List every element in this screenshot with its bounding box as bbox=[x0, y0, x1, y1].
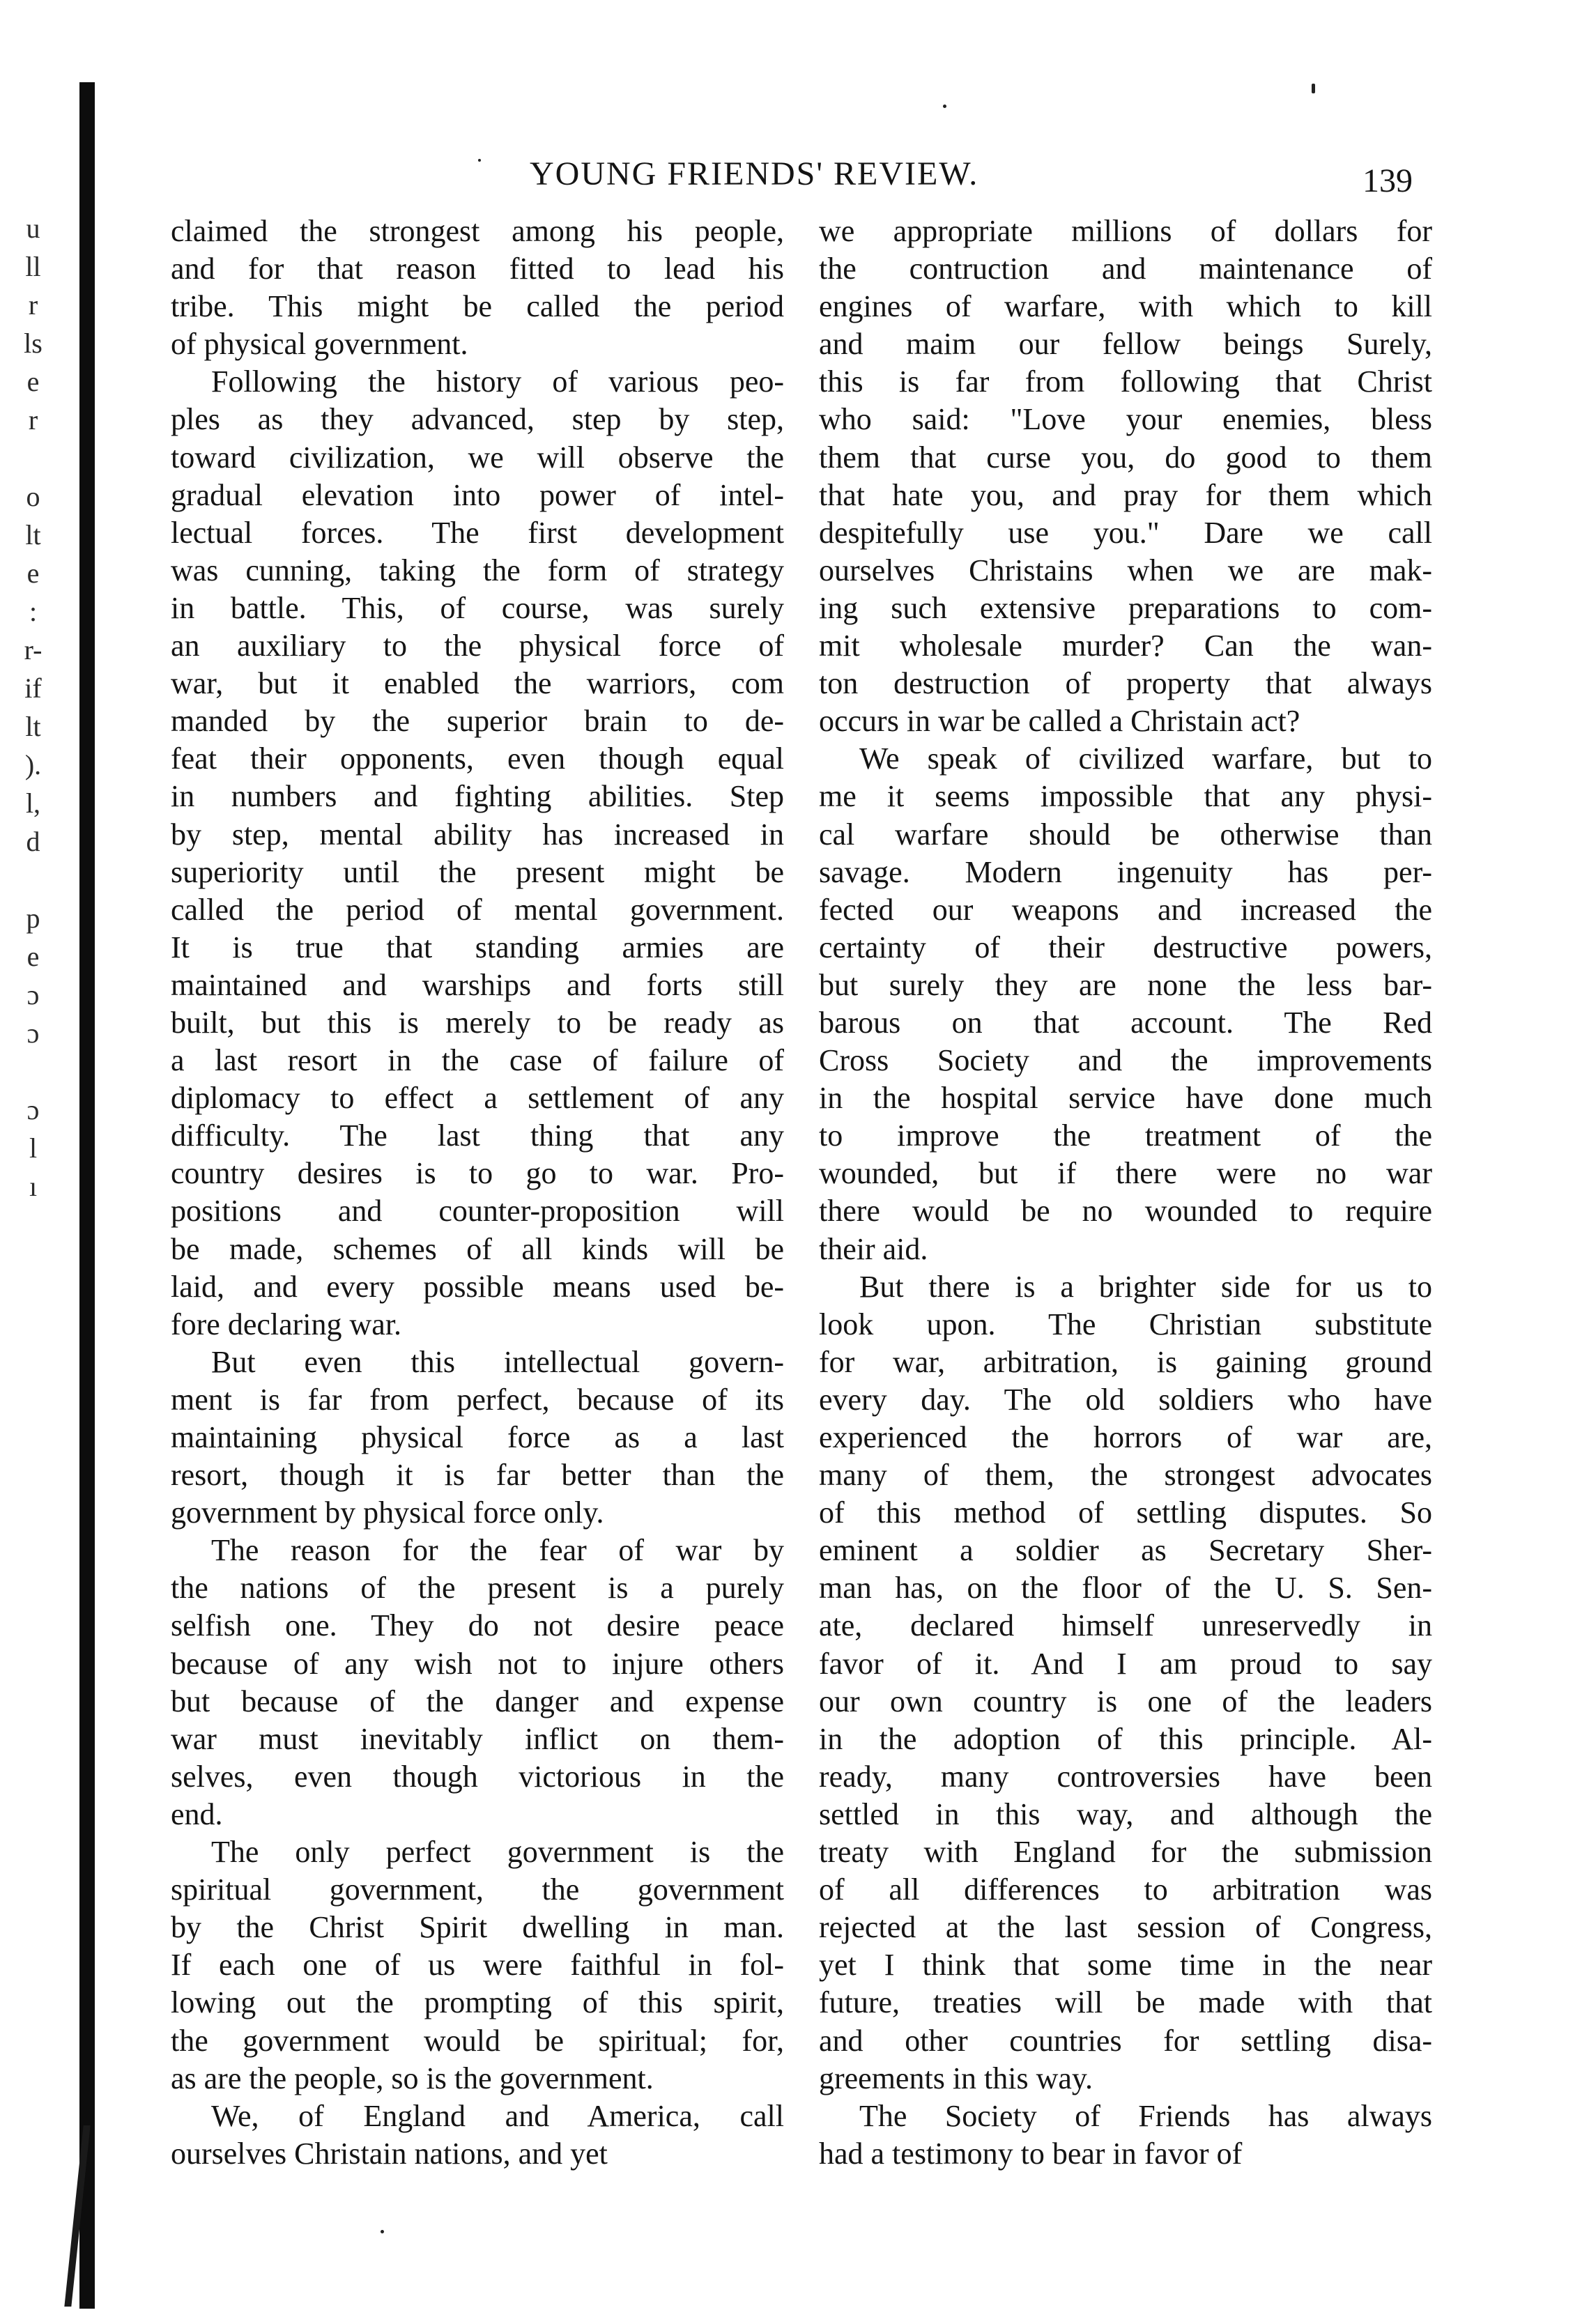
text-line: ate, declared himself unreservedly in bbox=[819, 1608, 1432, 1643]
text-line: because of any wish not to injure others bbox=[171, 1646, 784, 1681]
text-line: in the hospital service have done much bbox=[819, 1081, 1432, 1116]
text-line: be made, schemes of all kinds will be bbox=[171, 1231, 784, 1266]
bleed-fragment: if bbox=[24, 672, 42, 704]
scan-speck bbox=[1312, 84, 1315, 93]
text-line: by the Christ Spirit dwelling in man. bbox=[171, 1910, 784, 1945]
text-line: ton destruction of property that always bbox=[819, 666, 1432, 701]
text-line: many of them, the strongest advocates bbox=[819, 1458, 1432, 1493]
bleed-fragment: r bbox=[28, 289, 38, 321]
bleed-fragment: e bbox=[26, 366, 40, 397]
text-line: We, of England and America, call bbox=[211, 2098, 784, 2133]
bleed-fragment: u bbox=[26, 213, 40, 244]
text-line: me it seems impossible that any physi- bbox=[819, 779, 1432, 814]
text-line: tribe. This might be called the period bbox=[171, 289, 784, 324]
text-line: but because of the danger and expense bbox=[171, 1684, 784, 1718]
text-line: end. bbox=[171, 1796, 223, 1831]
left-text-column bbox=[171, 213, 784, 2173]
bleed-fragment: e bbox=[26, 557, 40, 589]
text-line: look upon. The Christian substitute bbox=[819, 1307, 1432, 1341]
text-line: man has, on the floor of the U. S. Sen- bbox=[819, 1571, 1432, 1606]
text-line: eminent a soldier as Secretary Sher- bbox=[819, 1533, 1432, 1568]
text-line: favor of it. And I am proud to say bbox=[819, 1646, 1432, 1681]
text-line: for war, arbitration, is gaining ground bbox=[819, 1344, 1432, 1379]
text-line: to improve the treatment of the bbox=[819, 1118, 1432, 1153]
bleed-fragment: lt bbox=[25, 711, 41, 742]
text-line: certainty of their destructive powers, bbox=[819, 930, 1432, 964]
text-line: lectual forces. The first development bbox=[171, 515, 784, 550]
bleed-fragment: ). bbox=[24, 749, 42, 780]
text-line: war must inevitably inflict on them- bbox=[171, 1721, 784, 1756]
text-line: that hate you, and pray for them which bbox=[819, 477, 1432, 512]
text-line: claimed the strongest among his people, bbox=[171, 214, 784, 248]
scan-speck bbox=[478, 159, 481, 162]
text-line: of all differences to arbitration was bbox=[819, 1872, 1432, 1907]
bleed-fragment bbox=[0, 1282, 66, 1321]
text-line: It is true that standing armies are bbox=[171, 930, 784, 964]
text-line: despitefully use you." Dare we call bbox=[819, 515, 1432, 550]
bleed-fragment: o bbox=[26, 481, 40, 512]
text-line: in the adoption of this principle. Al- bbox=[819, 1721, 1432, 1756]
text-line: them that curse you, do good to them bbox=[819, 440, 1432, 475]
bleed-fragment: ll bbox=[25, 251, 41, 282]
text-line: and for that reason fitted to lead his bbox=[171, 252, 784, 286]
text-line: war, but it enabled the warriors, com bbox=[171, 666, 784, 701]
text-line: If each one of us were faithful in fol- bbox=[171, 1948, 784, 1983]
text-line: maintained and warships and forts still bbox=[171, 967, 784, 1002]
text-line: laid, and every possible means used be- bbox=[171, 1269, 784, 1304]
text-line: future, treaties will be made with that bbox=[819, 1985, 1432, 2020]
text-line: ourselves Christains when we are mak- bbox=[819, 553, 1432, 587]
text-line: settled in this way, and although the bbox=[819, 1796, 1432, 1831]
page-number: 139 bbox=[1362, 162, 1413, 199]
text-line: fected our weapons and increased the bbox=[819, 892, 1432, 927]
text-line: built, but this is merely to be ready as bbox=[171, 1005, 784, 1040]
text-line: of this method of settling disputes. So bbox=[819, 1495, 1432, 1530]
text-line: selves, even though victorious in the bbox=[171, 1759, 784, 1794]
text-line: and other countries for settling disa- bbox=[819, 2023, 1432, 2058]
text-line: ing such extensive preparations to com- bbox=[819, 590, 1432, 625]
text-line: had a testimony to bear in favor of bbox=[819, 2136, 1243, 2171]
margin-bleed-text bbox=[0, 209, 66, 1321]
text-line: cal warfare should be otherwise than bbox=[819, 817, 1432, 852]
text-line: manded by the superior brain to de- bbox=[171, 704, 784, 739]
text-line: superiority until the present might be bbox=[171, 854, 784, 889]
text-line: ples as they advanced, step by step, bbox=[171, 402, 784, 437]
bleed-fragment: ls bbox=[24, 328, 43, 359]
text-line: rejected at the last session of Congress, bbox=[819, 1910, 1432, 1945]
bleed-fragment bbox=[0, 861, 66, 899]
text-line: lowing out the prompting of this spirit, bbox=[171, 1985, 784, 2020]
text-line: and maim our fellow beings Surely, bbox=[819, 327, 1432, 362]
bleed-fragment bbox=[0, 1052, 66, 1091]
binding-shadow bbox=[79, 82, 95, 2309]
bleed-fragment: r bbox=[28, 404, 38, 436]
text-line: ment is far from perfect, because of its bbox=[171, 1382, 784, 1417]
bleed-fragment: p bbox=[26, 902, 40, 934]
text-line: who said: "Love your enemies, bless bbox=[819, 402, 1432, 437]
text-line: selfish one. They do not desire peace bbox=[171, 1608, 784, 1643]
bleed-fragment: ɔ bbox=[26, 1094, 40, 1125]
bleed-fragment bbox=[0, 439, 66, 477]
text-line: The reason for the fear of war by bbox=[211, 1533, 784, 1568]
text-line: feat their opponents, even though equal bbox=[171, 741, 784, 776]
text-line: but surely they are none the less bar- bbox=[819, 967, 1432, 1002]
bleed-fragment: ɔ bbox=[26, 979, 40, 1010]
text-line: fore declaring war. bbox=[171, 1307, 402, 1341]
text-line: positions and counter-proposition will bbox=[171, 1194, 784, 1229]
text-line: ourselves Christain nations, and yet bbox=[171, 2136, 608, 2171]
text-line: called the period of mental government. bbox=[171, 892, 784, 927]
text-line: ready, many controversies have been bbox=[819, 1759, 1432, 1794]
bleed-fragment: lt bbox=[25, 519, 41, 551]
text-line: yet I think that some time in the near bbox=[819, 1948, 1432, 1983]
text-line: wounded, but if there were no war bbox=[819, 1156, 1432, 1191]
text-line: was cunning, taking the form of strategy bbox=[171, 553, 784, 587]
bleed-fragment: ɔ bbox=[26, 1017, 40, 1049]
text-line: the nations of the present is a purely bbox=[171, 1571, 784, 1606]
text-line: we appropriate millions of dollars for bbox=[819, 214, 1432, 248]
text-line: The Society of Friends has always bbox=[859, 2098, 1432, 2133]
text-line: an auxiliary to the physical force of bbox=[171, 629, 784, 663]
text-line: every day. The old soldiers who have bbox=[819, 1382, 1432, 1417]
bleed-fragment: : bbox=[29, 596, 38, 627]
bleed-fragment bbox=[0, 1244, 66, 1282]
text-line: the contruction and maintenance of bbox=[819, 252, 1432, 286]
bleed-fragment: d bbox=[26, 826, 40, 857]
text-line: savage. Modern ingenuity has per- bbox=[819, 854, 1432, 889]
running-header-title: YOUNG FRIENDS' REVIEW. bbox=[530, 155, 979, 192]
text-line: spiritual government, the government bbox=[171, 1872, 784, 1907]
text-line: But even this intellectual govern- bbox=[211, 1344, 784, 1379]
scan-speck bbox=[943, 105, 946, 108]
text-line: a last resort in the case of failure of bbox=[171, 1043, 784, 1078]
text-line: But there is a brighter side for us to bbox=[859, 1269, 1432, 1304]
text-line: gradual elevation into power of intel- bbox=[171, 477, 784, 512]
scan-speck bbox=[381, 2230, 384, 2233]
text-line: diplomacy to effect a settlement of any bbox=[171, 1081, 784, 1116]
bleed-fragment: e bbox=[26, 941, 40, 972]
text-line: resort, though it is far better than the bbox=[171, 1458, 784, 1493]
text-line: Following the history of various peo- bbox=[211, 364, 784, 399]
text-line: this is far from following that Christ bbox=[819, 364, 1432, 399]
text-line: Cross Society and the improvements bbox=[819, 1043, 1432, 1078]
bleed-fragment: l bbox=[29, 1132, 38, 1164]
text-line: in numbers and fighting abilities. Step bbox=[171, 779, 784, 814]
text-line: as are the people, so is the government. bbox=[171, 2061, 654, 2095]
text-line: there would be no wounded to require bbox=[819, 1194, 1432, 1229]
text-line: maintaining physical force as a last bbox=[171, 1420, 784, 1454]
text-line: The only perfect government is the bbox=[211, 1835, 784, 1870]
text-line: toward civilization, we will observe the bbox=[171, 440, 784, 475]
text-line: experienced the horrors of war are, bbox=[819, 1420, 1432, 1454]
bleed-fragment: l, bbox=[25, 787, 41, 819]
bleed-fragment bbox=[0, 1206, 66, 1244]
text-line: of physical government. bbox=[171, 327, 468, 362]
text-line: We speak of civilized warfare, but to bbox=[859, 741, 1432, 776]
text-line: difficulty. The last thing that any bbox=[171, 1118, 784, 1153]
bleed-fragment: ı bbox=[29, 1171, 38, 1202]
text-line: by step, mental ability has increased in bbox=[171, 817, 784, 852]
text-line: the government would be spiritual; for, bbox=[171, 2023, 784, 2058]
right-text-column bbox=[819, 213, 1432, 2173]
text-line: engines of warfare, with which to kill bbox=[819, 289, 1432, 324]
text-line: in battle. This, of course, was surely bbox=[171, 590, 784, 625]
text-line: treaty with England for the submission bbox=[819, 1835, 1432, 1870]
text-line: mit wholesale murder? Can the wan- bbox=[819, 629, 1432, 663]
bleed-fragment: r- bbox=[24, 634, 43, 665]
text-line: our own country is one of the leaders bbox=[819, 1684, 1432, 1718]
text-line: their aid. bbox=[819, 1231, 928, 1266]
text-line: government by physical force only. bbox=[171, 1495, 604, 1530]
text-line: country desires is to go to war. Pro- bbox=[171, 1156, 784, 1191]
text-line: barous on that account. The Red bbox=[819, 1005, 1432, 1040]
text-line: greements in this way. bbox=[819, 2061, 1093, 2095]
text-line: occurs in war be called a Christain act? bbox=[819, 704, 1300, 739]
